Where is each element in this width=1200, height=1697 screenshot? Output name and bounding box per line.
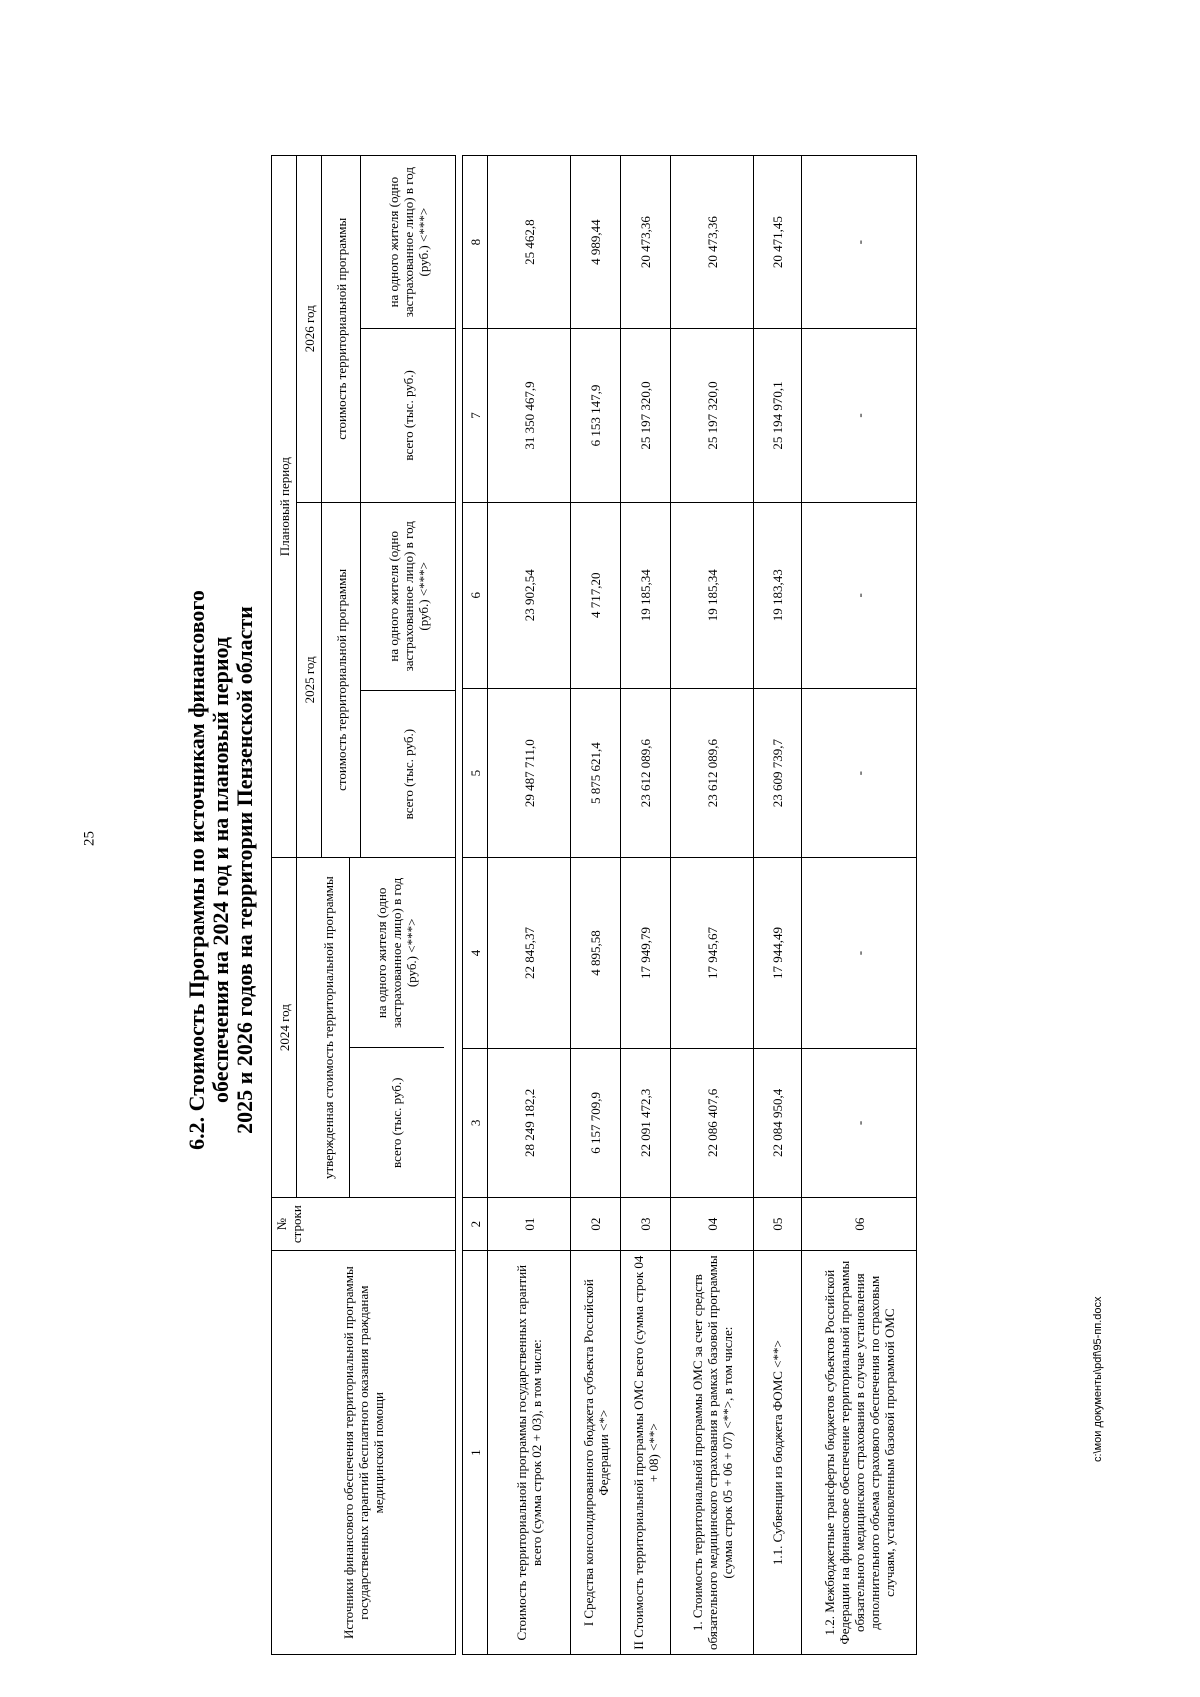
row-name: 1. Стоимость территориальной программы ОМС за счет средств обязательного медицинского страхования в рамках базовой программы (сумма строк 05 + 06 + 07) <**>, в том числе: xyxy=(671,1251,754,1655)
cell-per-person-2026: 20 473,36 xyxy=(621,156,671,329)
cell-per-person-2024: 17 944,49 xyxy=(754,858,802,1049)
title-line-1: 6.2. Стоимость Программы по источникам финансового xyxy=(184,590,209,1150)
cell-per-person-2025: 23 902,54 xyxy=(488,502,571,689)
cell-per-person-2025: 19 185,34 xyxy=(621,502,671,689)
header-per-person-2025: на одного жителя (одно застрахованное лицо) в год (руб.) <***> xyxy=(385,521,431,672)
row-code: 01 xyxy=(488,1198,571,1251)
rotated-page-content xyxy=(185,80,1045,1660)
cell-total-2026: 31 350 467,9 xyxy=(488,329,571,502)
row-code: 04 xyxy=(671,1198,754,1251)
row-code: 05 xyxy=(754,1198,802,1251)
header-cost-2026: стоимость территориальной программы xyxy=(322,156,361,502)
title-line-2: обеспечения на 2024 год и на плановый период xyxy=(208,636,233,1104)
header-planned-period: Плановый период xyxy=(272,156,297,858)
page-number: 25 xyxy=(81,831,98,846)
header-approved-cost: утвержденная стоимость территориальной программы xyxy=(309,858,350,1197)
table-row xyxy=(671,156,754,1655)
column-number: 2 xyxy=(463,1198,488,1251)
header-per-person-2024: на одного жителя (одно застрахованное лицо) в год (руб.) <***> xyxy=(374,877,419,1028)
header-cost-2025: стоимость территориальной программы xyxy=(322,503,361,858)
row-code: 02 xyxy=(571,1198,621,1251)
row-name: II Стоимость территориальной программы ОМС всего (сумма строк 04 + 08) <**> xyxy=(621,1251,671,1655)
header-total-2024: всего (тыс. руб.) xyxy=(349,1048,444,1197)
cell-total-2026: 25 197 320,0 xyxy=(671,329,754,502)
table-row xyxy=(488,156,571,1655)
cell-per-person-2026: 25 462,8 xyxy=(488,156,571,329)
row-code: 03 xyxy=(621,1198,671,1251)
cell-per-person-2025: 19 183,43 xyxy=(754,502,802,689)
cell-per-person-2024: - xyxy=(802,858,917,1049)
column-number: 4 xyxy=(463,858,488,1049)
header-year-2024: 2024 год xyxy=(272,858,297,1198)
cell-total-2024: 22 091 472,3 xyxy=(621,1048,671,1197)
cell-per-person-2026: 20 471,45 xyxy=(754,156,802,329)
cell-total-2024: 28 249 182,2 xyxy=(488,1048,571,1197)
row-name: 1.1. Субвенции из бюджета ФОМС <**> xyxy=(754,1251,802,1655)
table-row xyxy=(621,156,671,1655)
cell-per-person-2026: 4 989,44 xyxy=(571,156,621,329)
cell-total-2026: 25 197 320,0 xyxy=(621,329,671,502)
header-source: Источники финансового обеспечения территориальной программы государственных гарантий бесплатного оказания гражданам медицинской помощи xyxy=(272,1251,456,1655)
cell-per-person-2026: - xyxy=(802,156,917,329)
header-year-2026: 2026 год xyxy=(297,156,322,503)
cell-total-2025: - xyxy=(802,689,917,858)
cell-total-2026: - xyxy=(802,329,917,502)
cell-per-person-2024: 17 949,79 xyxy=(621,858,671,1049)
page-title xyxy=(185,80,257,1660)
cell-per-person-2024: 22 845,37 xyxy=(488,858,571,1049)
row-name: I Средства консолидированного бюджета субъекта Российской Федерации <*> xyxy=(571,1251,621,1655)
header-per-person-2026: на одного жителя (одно застрахованное лицо) в год (руб.) <***> xyxy=(385,167,431,318)
cell-total-2025: 5 875 621,4 xyxy=(571,689,621,858)
row-name: Стоимость территориальной программы государственных гарантий всего (сумма строк 02 + 03), в том числе: xyxy=(488,1251,571,1655)
cell-total-2025: 23 612 089,6 xyxy=(671,689,754,858)
cell-total-2024: 22 084 950,4 xyxy=(754,1048,802,1197)
table-row xyxy=(802,156,917,1655)
cell-total-2024: 6 157 709,9 xyxy=(571,1048,621,1197)
row-code: 06 xyxy=(802,1198,917,1251)
row-name: 1.2. Межбюджетные трансферты бюджетов субъектов Российской Федерации на финансовое обеспечение территориальной программы обязательного медицинского страхования в случае установления дополнительного объема страхового обеспечения по страховым случаям, установленным базовой программой ОМС xyxy=(802,1251,917,1655)
column-number: 7 xyxy=(463,329,488,502)
cell-per-person-2024: 17 945,67 xyxy=(671,858,754,1049)
column-number: 6 xyxy=(463,502,488,689)
cell-total-2025: 23 612 089,6 xyxy=(621,689,671,858)
cost-table xyxy=(271,155,917,1655)
header-total-2026: всего (тыс. руб.) xyxy=(361,329,456,502)
column-number-row xyxy=(463,156,488,1655)
cell-per-person-2024: 4 895,58 xyxy=(571,858,621,1049)
cell-total-2025: 29 487 711,0 xyxy=(488,689,571,858)
title-line-3: 2025 и 2026 годов на территории Пензенской области xyxy=(232,606,257,1134)
column-number: 3 xyxy=(463,1048,488,1197)
cell-total-2024: - xyxy=(802,1048,917,1197)
header-year-2025: 2025 год xyxy=(297,502,322,858)
footer-file-path: c:\мои документы\pdf\95-пп.docx xyxy=(1092,1296,1104,1462)
table-row xyxy=(571,156,621,1655)
cell-per-person-2025: 4 717,20 xyxy=(571,502,621,689)
column-number: 8 xyxy=(463,156,488,329)
column-number: 5 xyxy=(463,689,488,858)
header-row-number: № строки xyxy=(272,1198,456,1251)
cell-per-person-2026: 20 473,36 xyxy=(671,156,754,329)
header-total-2025: всего (тыс. руб.) xyxy=(361,691,456,858)
cell-total-2026: 6 153 147,9 xyxy=(571,329,621,502)
cell-total-2025: 23 609 739,7 xyxy=(754,689,802,858)
cell-per-person-2025: - xyxy=(802,502,917,689)
column-number: 1 xyxy=(463,1251,488,1655)
cell-total-2026: 25 194 970,1 xyxy=(754,329,802,502)
table-row xyxy=(754,156,802,1655)
cell-total-2024: 22 086 407,6 xyxy=(671,1048,754,1197)
cell-per-person-2025: 19 185,34 xyxy=(671,502,754,689)
